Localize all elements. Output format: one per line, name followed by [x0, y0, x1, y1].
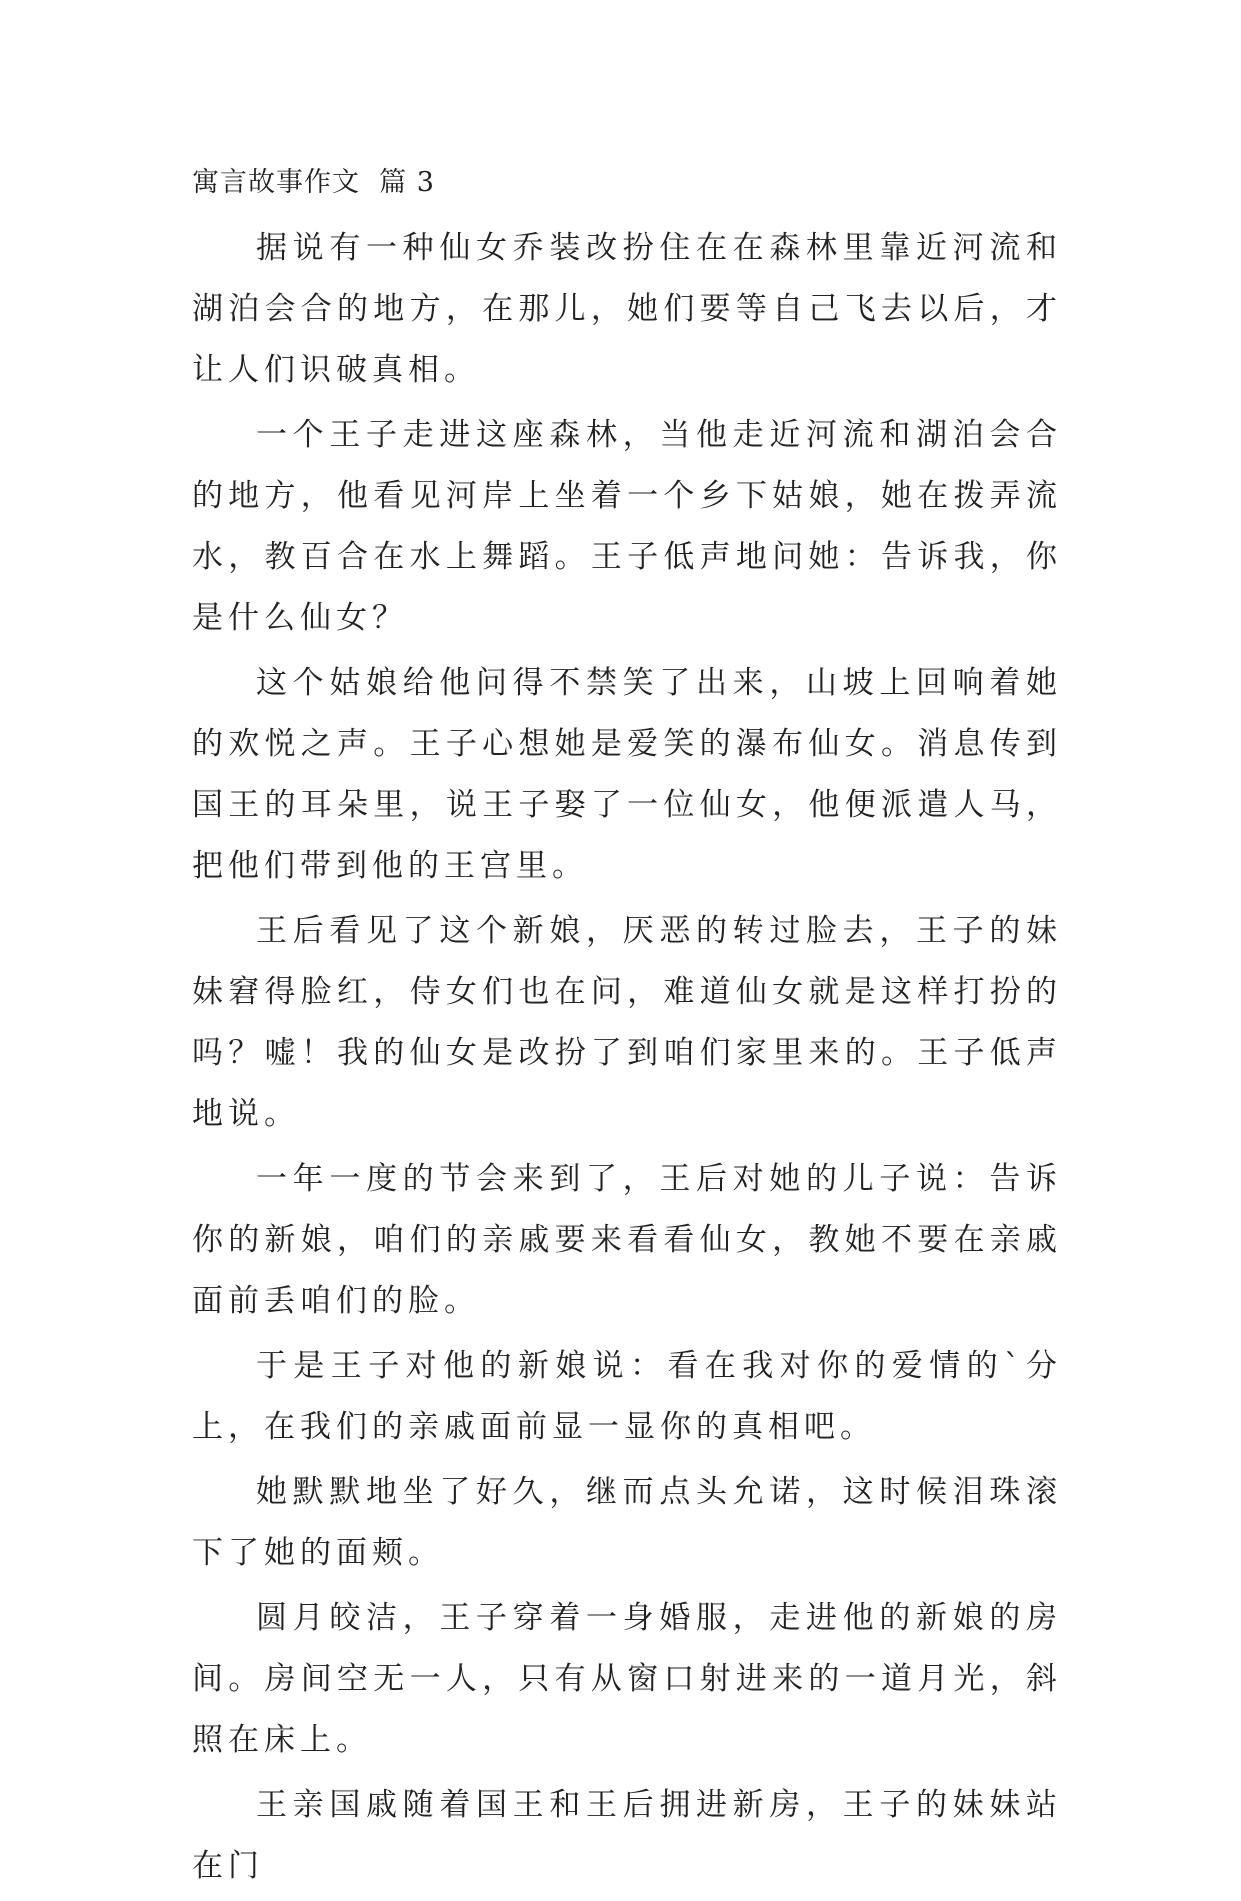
paragraph-1: 据说有一种仙女乔装改扮住在在森林里靠近河流和湖泊会合的地方，在那儿，她们要等自己飞去以后，才让人们识破真相。 — [192, 230, 1062, 388]
paragraph-9: 王亲国戚随着国王和王后拥进新房，王子的妹妹站在门 — [192, 1787, 1062, 1884]
paragraph-3: 这个姑娘给他问得不禁笑了出来，山坡上回响着她的欢悦之声。王子心想她是爱笑的瀑布仙女。消息传到国王的耳朵里，说王子娶了一位仙女，他便派遣人马，把他们带到他的王宫里。 — [192, 665, 1062, 884]
paragraph-8: 圆月皎洁，王子穿着一身婚服，走进他的新娘的房间。房间空无一人，只有从窗口射进来的一道月光，斜照在床上。 — [192, 1600, 1062, 1758]
paragraph-5: 一年一度的节会来到了，王后对她的儿子说：告诉你的新娘，咱们的亲戚要来看看仙女，教她不要在亲戚面前丢咱们的脸。 — [192, 1161, 1062, 1319]
paragraph-6: 于是王子对他的新娘说：看在我对你的爱情的`分上，在我们的亲戚面前显一显你的真相吧。 — [192, 1348, 1062, 1445]
document-title: 寓言故事作文 篇 3 — [192, 167, 435, 198]
paragraph-7: 她默默地坐了好久，继而点头允诺，这时候泪珠滚下了她的面颊。 — [192, 1474, 1062, 1571]
paragraph-2: 一个王子走进这座森林，当他走近河流和湖泊会合的地方，他看见河岸上坐着一个乡下姑娘，她在拨弄流水，教百合在水上舞蹈。王子低声地问她：告诉我，你是什么仙女？ — [192, 417, 1062, 636]
document-body — [192, 162, 1062, 1901]
paragraph-4: 王后看见了这个新娘，厌恶的转过脸去，王子的妹妹窘得脸红，侍女们也在问，难道仙女就是这样打扮的吗？嘘！我的仙女是改扮了到咱们家里来的。王子低声地说。 — [192, 913, 1062, 1132]
